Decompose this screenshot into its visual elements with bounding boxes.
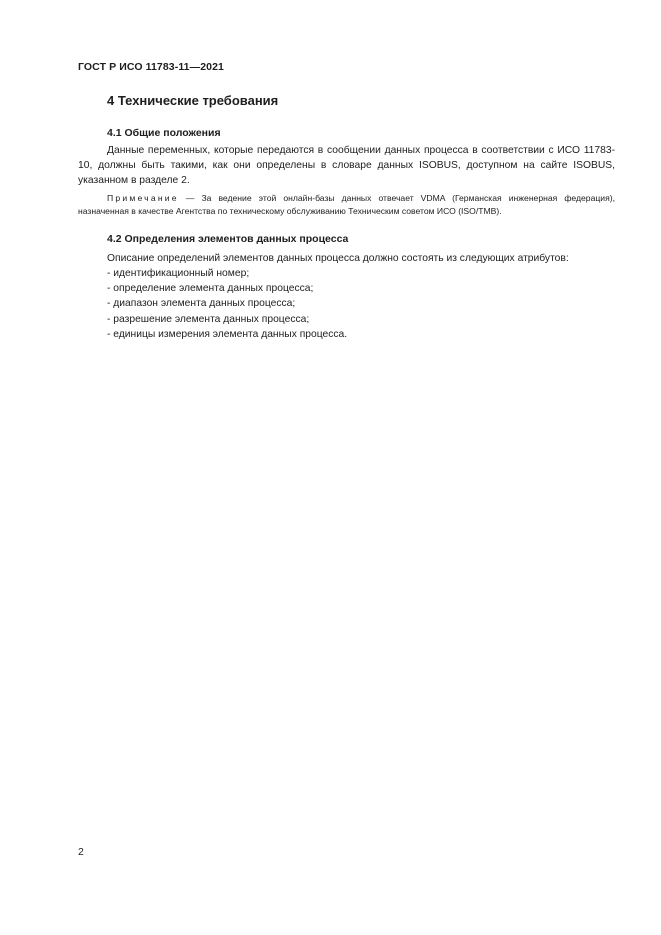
document-header-id: ГОСТ Р ИСО 11783-11—2021 xyxy=(78,61,224,73)
section-4-1-paragraph: Данные переменных, которые передаются в сообщении данных процесса в соответствии с ИСО 11783-10, должны быть такими, как они определены в словаре данных ISOBUS, доступном на сайте ISOBUS, указанном в разделе 2. xyxy=(78,145,615,187)
note-label: Примечание xyxy=(107,193,179,203)
list-item: - определение элемента данных процесса; xyxy=(107,283,314,295)
note-text: — За ведение этой онлайн-базы данных отвечает VDMA (Германская инженерная федерация), назначенная в качестве Агентства по техническому обслуживанию Техническим советом ИСО (ISO/TMB). xyxy=(78,193,615,216)
section-4-1-title: 4.1 Общие положения xyxy=(107,127,221,139)
section-4-title: 4 Технические требования xyxy=(107,93,279,108)
section-4-2-intro: Описание определений элементов данных процесса должно состоять из следующих атрибутов: xyxy=(107,253,569,264)
page-number: 2 xyxy=(78,846,84,858)
list-item: - единицы измерения элемента данных процесса. xyxy=(107,328,348,340)
section-4-1-note xyxy=(78,192,615,218)
list-item: - идентификационный номер; xyxy=(107,268,250,279)
list-item: - разрешение элемента данных процесса; xyxy=(107,313,310,325)
section-4-2-title: 4.2 Определения элементов данных процесса xyxy=(107,233,349,245)
attribute-list xyxy=(107,266,347,342)
list-item: - диапазон элемента данных процесса; xyxy=(107,298,296,310)
